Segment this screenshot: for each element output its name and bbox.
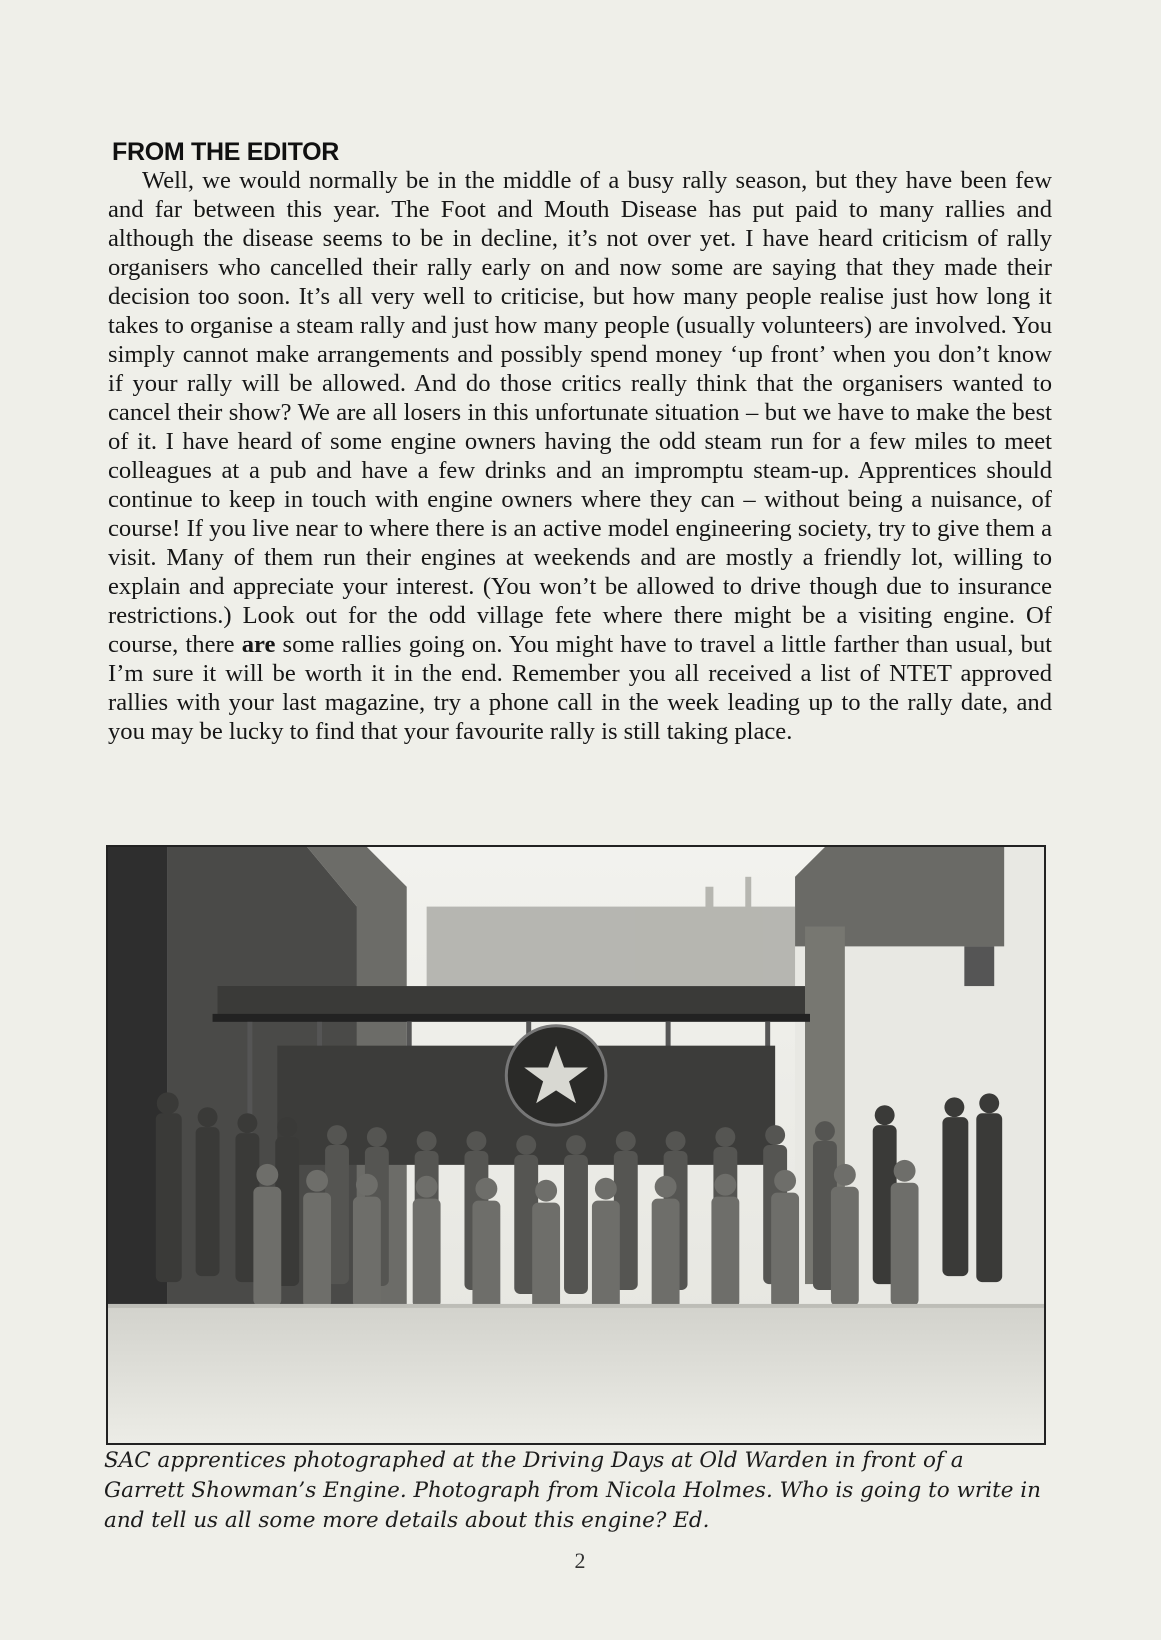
photo-caption: SAC apprentices photographed at the Driving Days at Old Warden in front of a Garrett Showman’s Engine. Photograph from Nicola Holmes. Who is going to write in and tell us all some more details about this engine? Ed. [104, 1448, 1042, 1533]
photograph-image [108, 847, 1044, 1443]
editorial-emphasis: are [241, 631, 276, 658]
group-photograph [106, 845, 1046, 1445]
editorial-body [108, 166, 1052, 746]
editorial-text-part1: Well, we would normally be in the middle of a busy rally season, but they have been few and far between this year. The Foot and Mouth Disease has put paid to many rallies and although the disease seems to be in decline, it’s not over yet. I have heard criticism of rally organisers who cancelled their rally early on and now some are saying that they made their decision too soon. It’s all very well to criticise, but how many people realise just how long it takes to organise a steam rally and just how many people (usually volunteers) are involved. You simply cannot make arrangements and possibly spend money ‘up front’ when you don’t know if your rally will be allowed. And do those critics really think that the organisers wanted to cancel their show? We are all losers in this unfortunate situation – but we have to make the best of it. I have heard of some engine owners having the odd steam run for a few miles to meet colleagues at a pub and have a few drinks and an impromptu steam-up. Apprentices should continue to keep in touch with engine owners where they can – without being a nuisance, of course! If you live near to where there is an active model engineering society, try to give them a visit. Many of them run their engines at weekends and are mostly a friendly lot, willing to explain and appreciate your interest. (You won’t be allowed to drive though due to insurance restrictions.) Look out for the odd village fete where there might be a visiting engine. Of course, there [108, 167, 1052, 658]
editorial-text-part2: some rallies going on. You might have to travel a little farther than usual, but I’m sure it will be worth it in the end. Remember you all received a list of NTET approved rallies with your last magazine, try a phone call in the week leading up to the rally date, and you may be lucky to find that your favourite rally is still taking place. [108, 631, 1052, 745]
section-heading: FROM THE EDITOR [112, 138, 339, 166]
page-number: 2 [574, 1548, 586, 1573]
